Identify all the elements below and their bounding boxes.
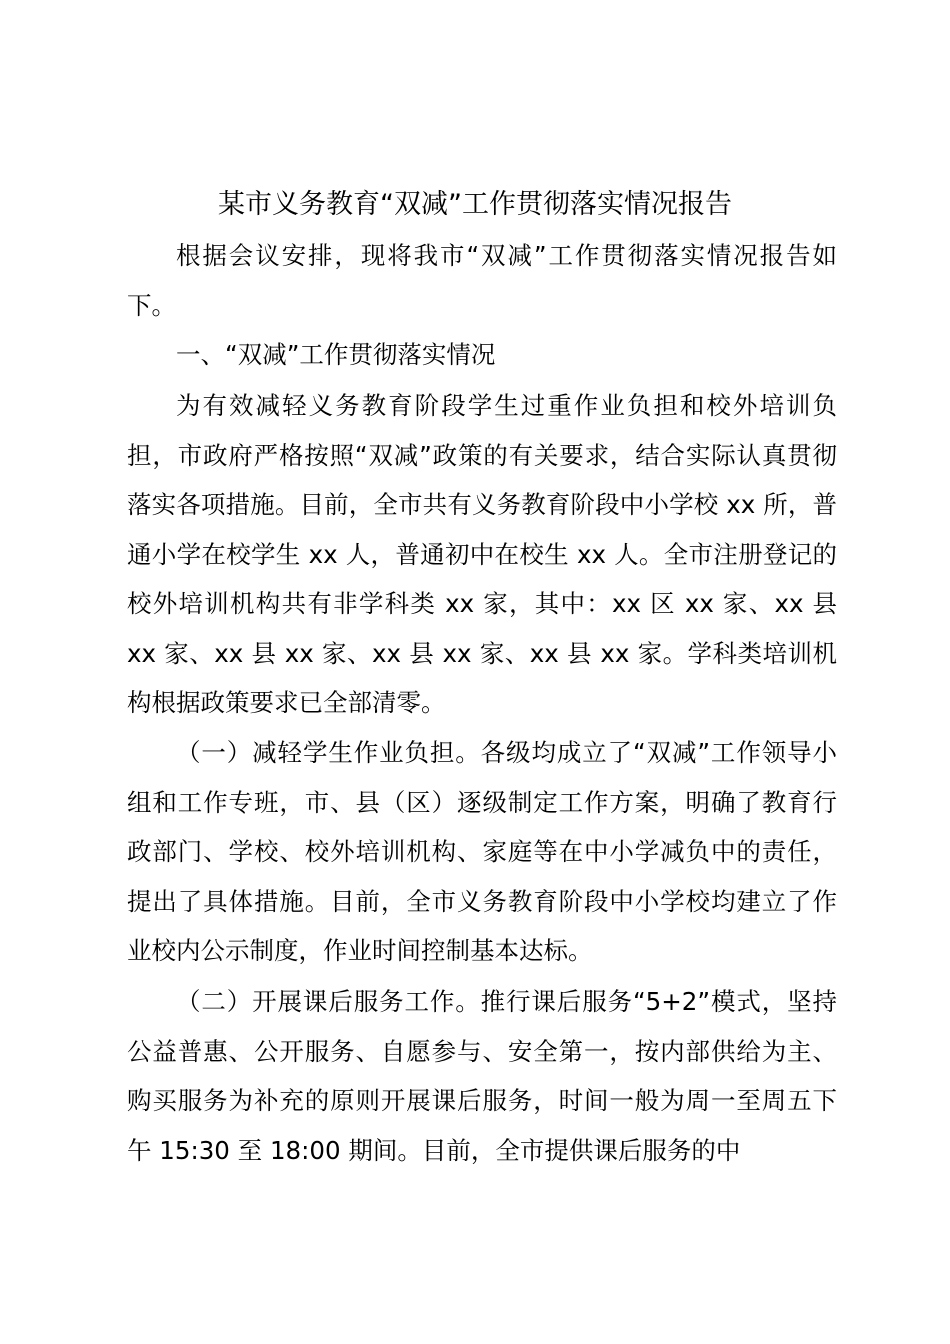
paragraph-after-school-service: [127, 977, 837, 1175]
paragraph-text: 根据会议安排，现将我市“双减”工作贯彻落实情况报告如下。: [127, 241, 837, 320]
section-heading-text: 一、“双减”工作贯彻落实情况: [176, 340, 496, 369]
paragraph-homework-burden: [127, 728, 837, 976]
paragraph-text: （二）开展课后服务工作。推行课后服务“5+2”模式，坚持公益普惠、公开服务、自愿参与、安全第一，按内部供给为主、购买服务为补充的原则开展课后服务，时间一般为周一至周五下午 15:30 至 18:00 期间。目前，全市提供课后服务的中: [127, 987, 837, 1165]
paragraph-text: （一）减轻学生作业负担。各级均成立了“双减”工作领导小组和工作专班，市、县（区）逐级制定工作方案，明确了教育行政部门、学校、校外培训机构、家庭等在中小学减负中的责任，提出了具体措施。目前，全市义务教育阶段中小学校均建立了作业校内公示制度，作业时间控制基本达标。: [127, 738, 837, 965]
section-heading-1: [127, 330, 837, 380]
document-title: 某市义务教育“双减”工作贯彻落实情况报告: [218, 189, 732, 220]
paragraph-intro: [127, 231, 837, 330]
paragraph-overview: [127, 381, 837, 728]
paragraph-text: 为有效减轻义务教育阶段学生过重作业负担和校外培训负担，市政府严格按照“双减”政策的有关要求，结合实际认真贯彻落实各项措施。目前，全市共有义务教育阶段中小学校 xx 所，普通小学在校学生 xx 人，普通初中在校生 xx 人。全市注册登记的校外培训机构共有非学科类 xx 家，其中：xx 区 xx 家、xx 县 xx 家、xx 县 xx 家、xx 县 xx 家、xx 县 xx 家。学科类培训机构根据政策要求已全部清零。: [127, 391, 837, 717]
